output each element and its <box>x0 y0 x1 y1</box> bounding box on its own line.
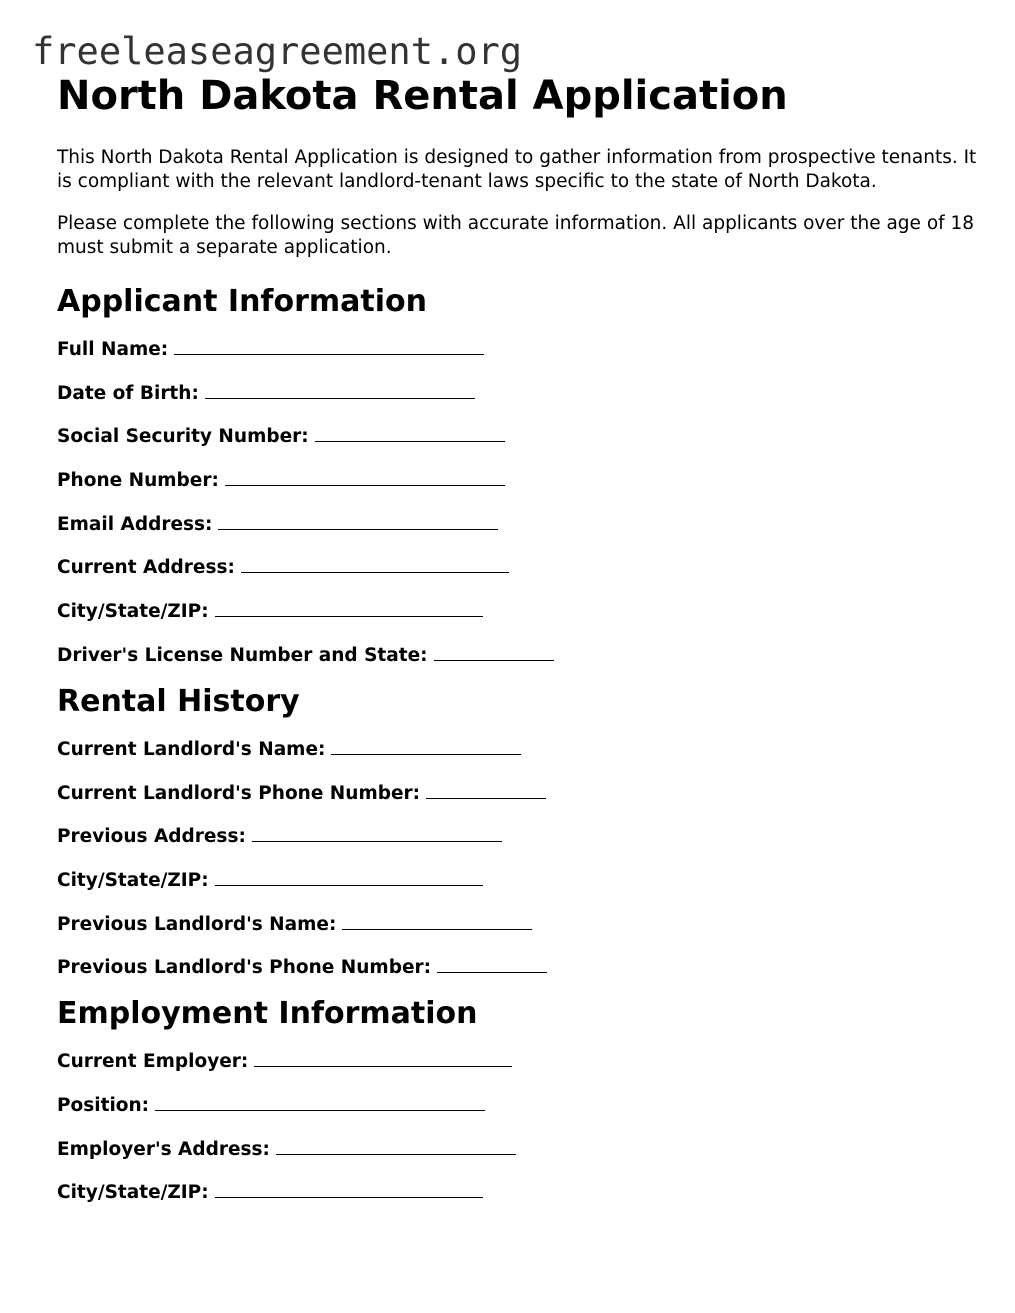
field-label: Current Landlord's Phone Number: <box>57 782 421 804</box>
employer-address-field <box>57 1138 977 1162</box>
ssn-field <box>57 425 977 449</box>
field-label: Email Address: <box>57 513 213 535</box>
current-landlord-phone-field <box>57 782 977 806</box>
phone-number-blank[interactable] <box>225 483 505 486</box>
intro-paragraph: This North Dakota Rental Application is designed to gather information from prospective tenants. It is compliant with the relevant landlord-tenant laws specific to the state of North Dakota. <box>57 147 977 192</box>
field-label: Date of Birth: <box>57 382 199 404</box>
full-name-blank[interactable] <box>174 352 484 355</box>
previous-landlord-name-field <box>57 913 977 937</box>
field-label: Social Security Number: <box>57 426 309 448</box>
email-address-blank[interactable] <box>218 527 498 530</box>
position-blank[interactable] <box>155 1108 485 1111</box>
previous-city-state-zip-blank[interactable] <box>215 883 483 886</box>
full-name-field <box>57 338 977 362</box>
previous-address-blank[interactable] <box>252 839 502 842</box>
ssn-blank[interactable] <box>315 439 505 442</box>
employment-information-section <box>57 996 977 1205</box>
email-address-field <box>57 513 977 537</box>
field-label: Previous Landlord's Name: <box>57 913 337 935</box>
field-label: Previous Landlord's Phone Number: <box>57 957 432 979</box>
city-state-zip-field <box>57 600 977 624</box>
drivers-license-field <box>57 644 977 668</box>
field-label: Full Name: <box>57 339 169 360</box>
current-landlord-name-field <box>57 738 977 762</box>
city-state-zip-blank[interactable] <box>215 614 483 617</box>
field-label: Previous Address: <box>57 826 246 848</box>
employer-city-state-zip-field <box>57 1181 977 1205</box>
field-label: Employer's Address: <box>57 1138 270 1160</box>
section-heading: Rental History <box>57 683 300 719</box>
field-label: Current Employer: <box>57 1051 249 1073</box>
section-heading: Applicant Information <box>57 284 427 319</box>
section-heading: Employment Information <box>57 996 478 1032</box>
field-label: Driver's License Number and State: <box>57 644 428 666</box>
current-address-blank[interactable] <box>241 570 509 573</box>
current-landlord-name-blank[interactable] <box>331 752 521 755</box>
previous-city-state-zip-field <box>57 869 977 893</box>
field-label: City/State/ZIP: <box>57 601 209 623</box>
current-landlord-phone-blank[interactable] <box>426 796 546 799</box>
current-employer-blank[interactable] <box>254 1064 512 1067</box>
rental-application-document <box>57 72 977 1205</box>
current-address-field <box>57 556 977 580</box>
previous-landlord-phone-field <box>57 956 977 980</box>
previous-landlord-name-blank[interactable] <box>342 927 532 930</box>
instructions-paragraph: Please complete the following sections with accurate information. All applicants over the age of 18 must submit a separate application. <box>57 213 975 258</box>
date-of-birth-field <box>57 382 977 406</box>
field-label: Phone Number: <box>57 470 219 492</box>
employer-city-state-zip-blank[interactable] <box>215 1195 483 1198</box>
date-of-birth-blank[interactable] <box>205 396 475 399</box>
field-label: City/State/ZIP: <box>57 1182 209 1204</box>
previous-address-field <box>57 825 977 849</box>
drivers-license-blank[interactable] <box>434 658 554 661</box>
phone-number-field <box>57 469 977 493</box>
applicant-information-section <box>57 284 977 668</box>
site-watermark: freeleaseagreement.org <box>32 30 523 73</box>
field-label: Position: <box>57 1094 150 1116</box>
field-label: Current Address: <box>57 557 235 579</box>
current-employer-field <box>57 1050 977 1074</box>
employer-address-blank[interactable] <box>276 1152 516 1155</box>
field-label: City/State/ZIP: <box>57 869 209 891</box>
position-field <box>57 1094 977 1118</box>
field-label: Current Landlord's Name: <box>57 738 326 760</box>
rental-history-section <box>57 684 977 980</box>
document-title: North Dakota Rental Application <box>57 73 788 119</box>
previous-landlord-phone-blank[interactable] <box>437 970 547 973</box>
